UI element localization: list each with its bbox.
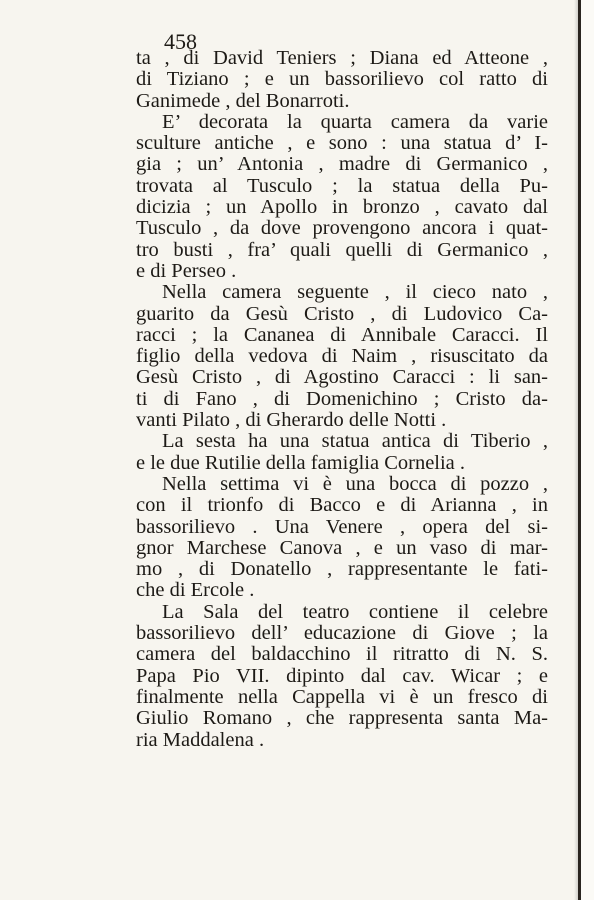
page-number: 458	[164, 29, 197, 54]
text-line: Nella settima vi è una bocca di pozzo ,	[162, 472, 548, 495]
text-line: Tusculo , da dove provengono ancora i quat-	[136, 217, 548, 240]
text-line: sculture antiche , e sono : una statua d’ I-	[136, 132, 548, 155]
text-line: Giulio Romano , che rappresenta santa Ma-	[136, 707, 548, 730]
body-text	[136, 48, 548, 751]
text-line: bassorilievo . Una Venere , opera del si-	[136, 515, 548, 538]
text-line: guarito da Gesù Cristo , di Ludovico Ca-	[136, 302, 548, 325]
text-line: Papa Pio VII. dipinto dal cav. Wicar ; e	[136, 664, 548, 687]
text-line: ria Maddalena .	[136, 728, 265, 751]
text-line: e le due Rutilie della famiglia Cornelia .	[136, 451, 466, 474]
text-line: gnor Marchese Canova , e un vaso di mar-	[136, 536, 548, 559]
text-line: di Tiziano ; e un bassorilievo col ratto di	[136, 68, 548, 91]
text-line: ti di Fano , di Domenichino ; Cristo da-	[136, 387, 548, 410]
text-line: trovata al Tusculo ; la statua della Pu-	[136, 174, 548, 197]
text-line: E’ decorata la quarta camera da varie	[162, 110, 548, 133]
text-line: Nella camera seguente , il cieco nato ,	[162, 281, 548, 304]
text-line: mo , di Donatello , rappresentante le fati-	[136, 558, 548, 581]
text-line: che di Ercole .	[136, 579, 255, 602]
text-line: Gesù Cristo , di Agostino Caracci : li san-	[136, 366, 548, 389]
text-line: dicizia ; un Apollo in bronzo , cavato dal	[136, 196, 548, 219]
text-line: gia ; un’ Antonia , madre di Germanico ,	[136, 153, 548, 176]
text-line: Ganimede , del Bonarroti.	[136, 89, 350, 112]
page-edge	[581, 0, 594, 900]
text-line: ta , di David Teniers ; Diana ed Atteone ,	[136, 47, 548, 69]
text-line: bassorilievo dell’ educazione di Giove ; la	[136, 622, 548, 645]
text-line: e di Perseo .	[136, 259, 237, 282]
text-line: figlio della vedova di Naim , risuscitato da	[136, 345, 548, 368]
text-line: finalmente nella Cappella vi è un fresco di	[136, 685, 548, 708]
text-line: La sesta ha una statua antica di Tiberio ,	[162, 430, 548, 453]
text-line: tro busti , fra’ quali quelli di Germanico ,	[136, 238, 548, 261]
text-line: con il trionfo di Bacco e di Arianna , in	[136, 494, 548, 517]
text-line: racci ; la Cananea di Annibale Caracci. Il	[136, 323, 548, 346]
text-line: La Sala del teatro contiene il celebre	[162, 600, 548, 623]
text-line: vanti Pilato , di Gherardo delle Notti .	[136, 409, 447, 432]
text-line: camera del baldacchino il ritratto di N. S.	[136, 643, 548, 666]
